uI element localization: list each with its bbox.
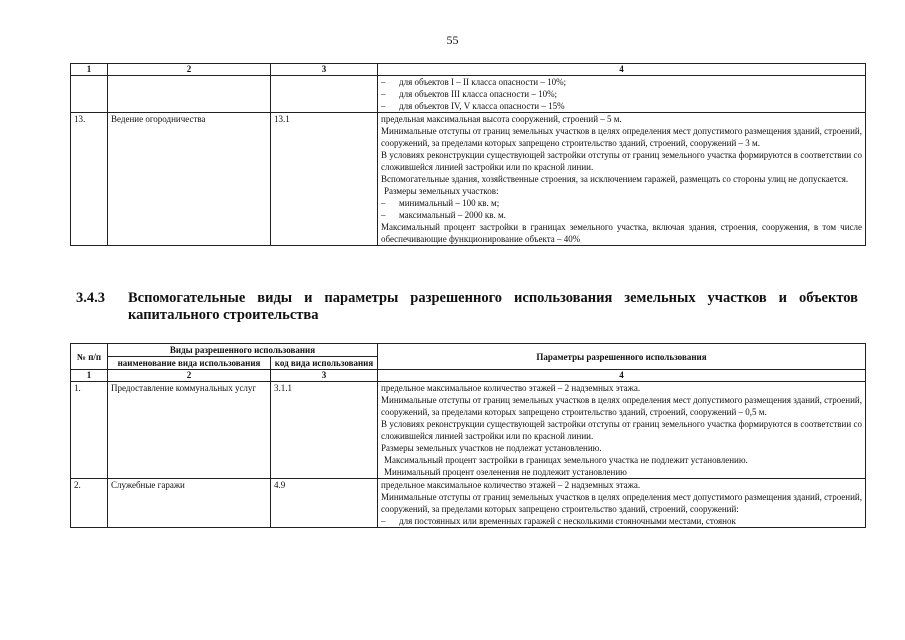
- table-continued: [70, 63, 866, 246]
- table-row: [71, 113, 866, 246]
- table-row: [71, 479, 866, 528]
- list-item: – для объектов IV, V класса опасности – 15%: [381, 101, 565, 111]
- section-title: Вспомогательные виды и параметры разрешенного использования земельных участков и объектов капитального строительства: [128, 290, 858, 323]
- col-number: 1: [71, 64, 108, 76]
- list-item: – минимальный – 100 кв. м;: [381, 198, 500, 208]
- list-item: – для объектов III класса опасности – 10%;: [381, 89, 558, 99]
- params-cell: [378, 76, 866, 113]
- table-auxiliary-uses: [70, 343, 866, 528]
- list-item: – для объектов I – II класса опасности – 10%;: [381, 77, 567, 87]
- row-number: 1.: [71, 382, 108, 479]
- use-code: 13.1: [271, 113, 378, 246]
- column-number-row: [71, 370, 866, 382]
- col-number: 4: [378, 370, 866, 382]
- header-params: Параметры разрешенного использования: [378, 344, 866, 370]
- params-cell: предельная максимальная высота сооружений, строений – 5 м. Минимальные отступы от границ земельных участков в целях определения мест допустимого размещения зданий, строений, сооружений, за пределами которых запрещено строительство зданий, строений, сооружений – 3 м. В условиях реконструкции существующей застройки отступы от границ земельного участка формируются в соответствии со сложившейся линией застройки или по красной линии. Вспомогательные здания, хозяйственные строения, за исключением гаражей, размещать со стороны улиц не допускается. Размеры земельных участков: – минимальный – 100 кв. м; – максимальный – 2000 кв. м. Максимальный процент застройки в границах земельного участка, включая здания, строения, сооружения, в том числе обеспечивающие функционирование объекта – 40%: [378, 113, 866, 246]
- use-name: Ведение огородничества: [108, 113, 271, 246]
- col-number: 4: [378, 64, 866, 76]
- col-number: 1: [71, 370, 108, 382]
- col-number: 2: [108, 370, 271, 382]
- table-row: [71, 382, 866, 479]
- section-number: 3.4.3: [76, 290, 105, 306]
- table-header-row: [71, 344, 866, 357]
- use-code: 4.9: [271, 479, 378, 528]
- params-cell: предельное максимальное количество этажей – 2 надземных этажа. Минимальные отступы от границ земельных участков в целях определения мест допустимого размещения зданий, строений, сооружений, за пределами которых запрещено строительство зданий, строений, сооружений: – для постоянных или временных гаражей с несколькими стояночными местами, стоянок: [378, 479, 866, 528]
- col-number: 2: [108, 64, 271, 76]
- header-num: № п/п: [71, 344, 108, 370]
- list-item: – для постоянных или временных гаражей с несколькими стояночными местами, стоянок: [381, 516, 736, 526]
- column-number-row: [71, 64, 866, 76]
- use-name: Предоставление коммунальных услуг: [108, 382, 271, 479]
- use-name: Служебные гаражи: [108, 479, 271, 528]
- col-number: 3: [271, 370, 378, 382]
- row-number: 13.: [71, 113, 108, 246]
- page-number: 55: [446, 33, 459, 47]
- col-number: 3: [271, 64, 378, 76]
- row-number: 2.: [71, 479, 108, 528]
- header-code: код вида использования: [271, 357, 378, 370]
- table-row-continued: [71, 76, 866, 113]
- section-heading: [76, 290, 866, 324]
- header-types-group: Виды разрешенного использования: [108, 344, 378, 357]
- use-code: 3.1.1: [271, 382, 378, 479]
- params-cell: предельное максимальное количество этажей – 2 надземных этажа. Минимальные отступы от границ земельных участков в целях определения мест допустимого размещения зданий, строений, сооружений, за пределами которых запрещено строительство зданий, строений, сооружений – 0,5 м. В условиях реконструкции существующей застройки отступы от границ земельного участка формируются в соответствии со сложившейся линией застройки или по красной линии. Размеры земельных участков не подлежат установлению. Максимальный процент застройки в границах земельного участка не подлежит установлению. Минимальный процент озеленения не подлежит установлению: [378, 382, 866, 479]
- list-item: – максимальный – 2000 кв. м.: [381, 210, 506, 220]
- header-name: наименование вида использования: [108, 357, 271, 370]
